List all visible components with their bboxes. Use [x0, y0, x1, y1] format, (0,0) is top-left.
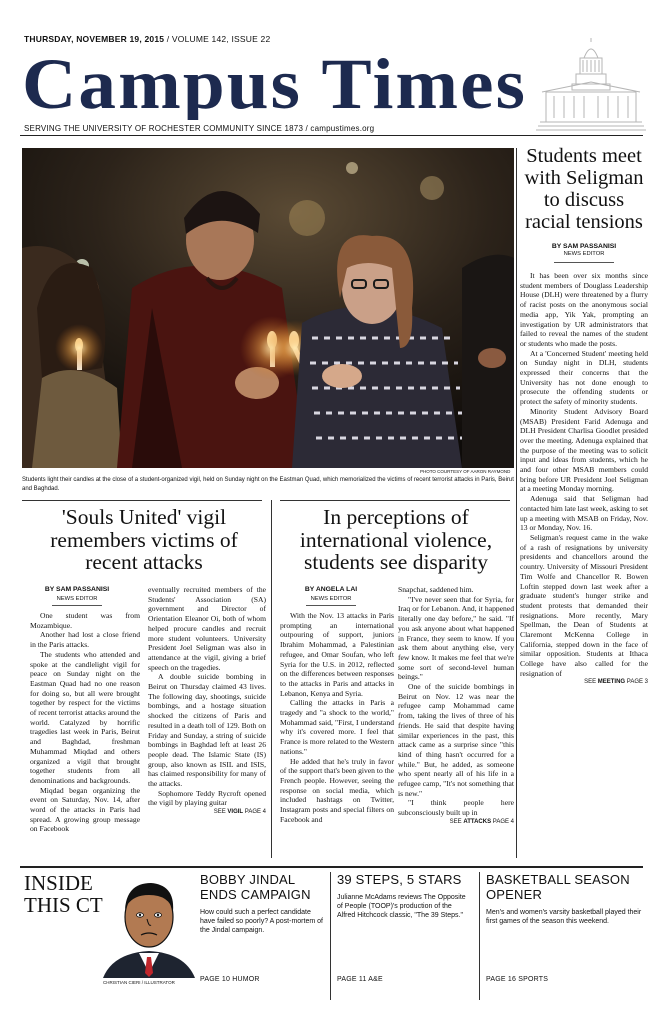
perceptions-column-2: [398, 585, 514, 828]
sidebar-paragraph: Adenuga said that Seligman had contacted him late last week, asking to set up a meeting with MSAB on Friday, Nov. 13 or Monday, Nov. 16.: [520, 494, 648, 533]
perceptions-jump[interactable]: [398, 818, 514, 828]
sidebar-divider: [516, 148, 517, 858]
perceptions-paragraph: One of the suicide bombings in Beirut on Nov. 12 was near the refugee camp Mohammad came from, taking the lives of three of his friends. He said that despite having similar experiences in the past, this attack came as a surprise since "this kind of thing hasn't occurred for a while." But, he added, as someone who spent nearly all of his life in a refugee camp, "It's not something that is new.": [398, 682, 514, 798]
sidebar-jump-label: SEE: [584, 678, 598, 685]
teaser-text: Men's and women's varsity basketball played their first games of the season this weekend.: [486, 909, 642, 925]
sidebar-paragraph: Seligman's request came in the wake of a rash of resignations by university presidents and chancellors around the country. University of Missouri President Tim Wolfe and Chancellor R. Bowen Loftin stepped down last week after a graduate student's hunger strike and student protests that demanded their resignations. More recently, Mary Spellman, the Dean of Students at Claremont McKenna College in California, stepped down in the face of similar opposition. Students at Ithaca College have also called for the resignation of: [520, 532, 648, 678]
illustration-credit: CHRISTIAN CIERI / ILLUSTRATOR: [103, 980, 175, 985]
perceptions-headline[interactable]: In perceptions of international violence, students see disparity: [299, 505, 493, 574]
story-divider: [271, 500, 272, 858]
sidebar-jump-page: PAGE 3: [625, 678, 648, 685]
photo-caption: Students light their candles at the close of a student-organized vigil, held on Sunday night on the Eastman Quad, which memorialized the victims of recent terrorist attacks in Paris, Beirut and Baghdad.: [22, 477, 514, 492]
inside-rule: [20, 866, 643, 868]
teaser-humor[interactable]: [200, 872, 324, 1012]
masthead-rule: [20, 135, 643, 136]
jindal-cartoon-icon: [103, 873, 195, 978]
tagline: SERVING THE UNIVERSITY OF ROCHESTER COMMUNITY SINCE 1873 / campustimes.org: [24, 124, 375, 133]
sidebar-jump-key: MEETING: [597, 678, 626, 685]
vigil-role: NEWS EDITOR: [56, 596, 98, 602]
sidebar-role: NEWS EDITOR: [563, 251, 605, 257]
teaser-ae[interactable]: [337, 872, 471, 1012]
perceptions-jump-label: SEE: [449, 818, 464, 825]
vigil-byline-rule: [52, 605, 102, 606]
issue-date: THURSDAY, NOVEMBER 19, 2015: [24, 34, 165, 44]
vigil-paragraph: eventually recruited members of the Students' Association (SA) government and Director of Orientation Eleanor Oi, both of whom helped procure candles and recruit more student volunteers. University President Joel Seligman was also in attendance at the vigil, giving a brief speech on the tragedies.: [148, 585, 266, 672]
main-photo: [22, 148, 514, 468]
vigil-column-2: [148, 585, 266, 818]
vigil-photo-illustration: [22, 148, 514, 468]
vigil-paragraph: Sophomore Teddy Rycroft opened the vigil by playing guitar: [148, 788, 266, 808]
inside-label-line1: INSIDE: [24, 871, 93, 895]
perceptions-paragraph: "I've never seen that for Syria, for Iraq or for Lebanon. And, it happened literally one day before," he said. "If you ask anyone about what happened in France, they seem to know. If you ask them about anything else, very few know. It makes me feel that we're some sort of second-level human beings.": [398, 594, 514, 682]
sidebar-byline-rule: [554, 262, 614, 263]
vigil-paragraph: The students who attended and spoke at the candlelight vigil for peace on Sunday night on the Eastman Quad had no one reason for doing so, but all were brought together by respect for the victims of recent terrorist attacks around the world. Catalyzed by horrific tragedies last week in Paris, Beirut and Baghdad, freshman Muhammad Miqdad and others organized a vigil that brought together students from all denominations and backgrounds.: [30, 649, 140, 785]
sidebar-paragraph: At a 'Concerned Student' meeting held on Sunday night in DLH, students expressed their concerns that the University has not done enough to prosecute the offending students or protect the safety of minority students.: [520, 348, 648, 407]
rush-rhees-library-icon: [536, 36, 646, 132]
perceptions-role: NEWS EDITOR: [310, 596, 352, 602]
inside-label-line2: THIS CT: [24, 893, 103, 917]
perceptions-byline-rule: [306, 605, 356, 606]
teaser-text: How could such a perfect candidate have failed so poorly? A post-mortem of the Jindal campaign.: [200, 909, 323, 934]
sidebar-jump[interactable]: [520, 679, 648, 685]
teaser-sports[interactable]: [486, 872, 646, 1012]
vigil-paragraph: One student was from Mozambique.: [30, 611, 140, 630]
vigil-jump-label: SEE: [213, 809, 228, 816]
vigil-jump[interactable]: [148, 808, 266, 818]
vigil-paragraph: A double suicide bombing in Beirut on Thursday claimed 43 lives. The following day, shootings, suicide bombings, and a hostage situation shocked the citizens of Paris and resulted in a death toll of 129. Both on Friday and Sunday, a string of suicide bombings in Baghdad left at least 26 people dead. The Islamic State (IS) group, also known as ISIL and ISIS, has claimed responsibility for many of the attacks.: [148, 672, 266, 789]
sidebar-headline[interactable]: Students meet with Seligman to discuss racial tensions: [524, 145, 644, 233]
photo-credit: PHOTO COURTESY OF AARON RAYMOND: [420, 469, 511, 474]
teaser-divider: [330, 872, 331, 1000]
perceptions-paragraph: Snapchat, saddened him.: [398, 585, 474, 594]
vigil-paragraph: Another had lost a close friend in the Paris attacks.: [30, 630, 140, 650]
teaser-title: 39 STEPS, 5 STARS: [337, 872, 462, 887]
teaser-title: BOBBY JINDAL ENDS CAMPAIGN: [200, 872, 311, 902]
perceptions-jump-page: PAGE 4: [491, 818, 514, 825]
perceptions-paragraph: He added that he's truly in favor of the support that's been given to the French people. However, seeing the response on social media, which included hashtags on Twitter, Instagram posts and special filters on Facebook and: [280, 756, 394, 824]
teaser-page: PAGE 10 HUMOR: [200, 976, 260, 983]
vigil-top-rule: [22, 500, 262, 501]
vigil-headline[interactable]: 'Souls United' vigil remembers victims of recent attacks: [50, 505, 238, 574]
sidebar-paragraph: It has been over six months since student members of Douglass Leadership House (DLH) were threatened by a flurry of racist posts on the anonymous social media app, Yik Yak, prompting an investigation by UR administrators that failed to reveal the names of the student or students who made the posts.: [520, 271, 648, 348]
teaser-page: PAGE 16 SPORTS: [486, 976, 549, 983]
sidebar-story: [520, 145, 648, 858]
perceptions-byline: BY ANGELA LAI: [304, 586, 358, 593]
perceptions-column-1: [280, 611, 394, 824]
perceptions-top-rule: [280, 500, 510, 501]
perceptions-paragraph: "I think people here subconsciously built up in: [398, 798, 514, 818]
sidebar-paragraph: Minority Student Advisory Board (MSAB) President Farid Adenuga and DLH President Charlisa Goodlet presided over the meeting. Adenuga explained that the purpose of the meeting was to solicit input and ideas from students, which he and four other MSAB members could bring before UR President Joel Seligman at a meeting Monday morning.: [520, 406, 648, 494]
sidebar-byline: BY SAM PASSANISI: [551, 243, 617, 250]
masthead-svg: [20, 40, 540, 120]
masthead-title: Campus Times: [22, 44, 527, 120]
vigil-jump-key: VIGIL: [227, 809, 244, 816]
inside-label: [24, 872, 103, 916]
teaser-page: PAGE 11 A&E: [337, 976, 383, 983]
teaser-text: Julianne McAdams reviews The Opposite of People (TOOP)'s production of the Alfred Hitchcock classic, "The 39 Steps.": [337, 894, 466, 919]
teaser-title: BASKETBALL SEASON OPENER: [486, 872, 630, 902]
vigil-byline: BY SAM PASSANISI: [44, 586, 110, 593]
vigil-paragraph: Miqdad began organizing the event on Saturday, Nov. 14, after word of the attacks in Paris had spread. A growing group message on Facebook: [30, 785, 140, 834]
perceptions-paragraph: Calling the attacks in Paris a tragedy and "a shock to the world," Mohammad said, "First, I understand why it's covered more. I feel that France is more related to the Western nations.": [280, 698, 394, 756]
vigil-jump-page: PAGE 4: [243, 809, 266, 816]
teaser-divider: [479, 872, 480, 1000]
perceptions-paragraph: With the Nov. 13 attacks in Paris prompting an international outpouring of support, juniors Ibrahim Mohammad, a Palestinian refugee, and Omar Soufan, who left Syria for the U.S. in 2012, reflected on the differences between responses to the attacks in Paris and attacks in Lebanon, Kenya and Syria.: [280, 611, 394, 698]
perceptions-jump-key: ATTACKS: [463, 818, 492, 825]
sidebar-body: [520, 271, 648, 679]
vigil-column-1: [30, 611, 140, 834]
issue-volume: / VOLUME 142, ISSUE 22: [164, 34, 271, 44]
masthead[interactable]: [20, 40, 540, 120]
